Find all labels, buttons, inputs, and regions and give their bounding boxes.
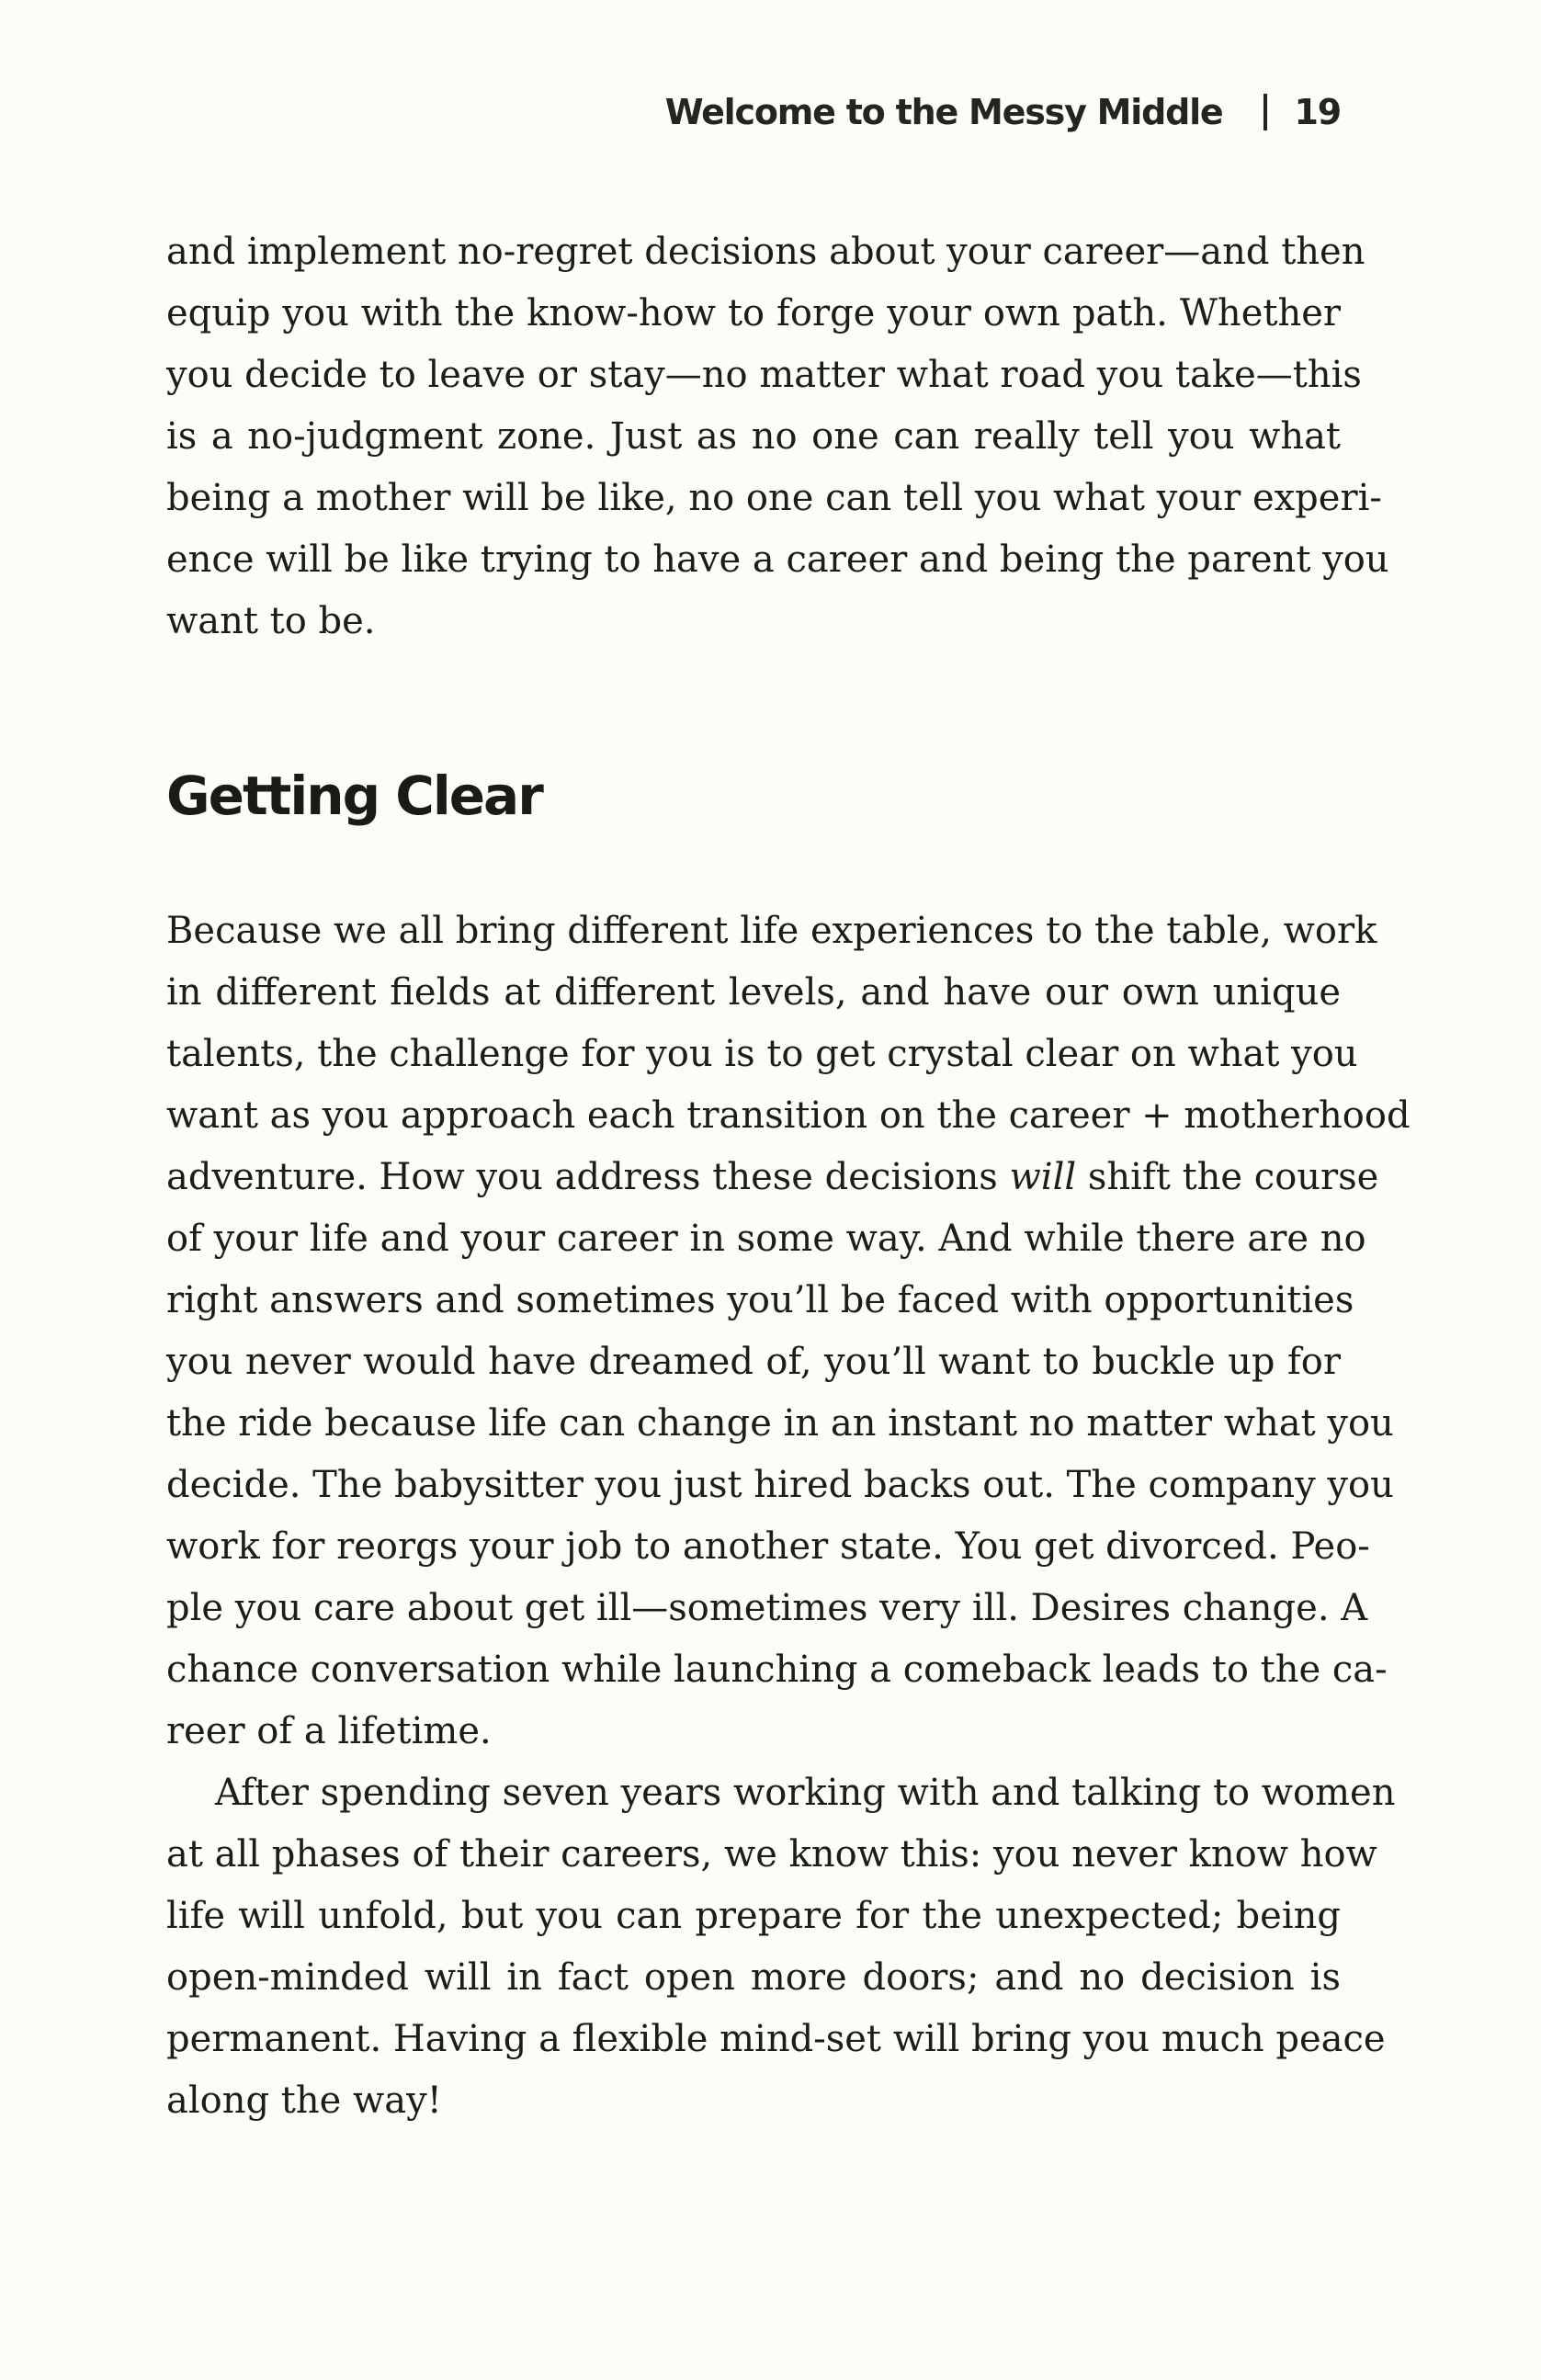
running-head-title: Welcome to the Messy Middle: [664, 92, 1223, 132]
text-line: of your life and your career in some way. And while there are no: [166, 1218, 1366, 1260]
text-line: in different fields at different levels, and have our own unique: [166, 971, 1341, 1014]
text-line: is a no-judgment zone. Just as no one can really tell you what: [166, 415, 1341, 458]
text-line: you decide to leave or stay—no matter what road you take—this: [166, 354, 1362, 396]
text-line: you never would have dreamed of, you’ll want to buckle up for: [166, 1341, 1341, 1383]
page-number: 19: [1294, 92, 1341, 132]
text-line: life will unfold, but you can prepare for the unexpected; being: [166, 1895, 1341, 1937]
text-line: talents, the challenge for you is to get crystal clear on what you: [166, 1033, 1358, 1075]
text-line: open-minded will in fact open more doors; and no decision is: [166, 1956, 1341, 1999]
text-segment: adventure. How you address these decisions: [166, 1156, 1010, 1198]
body-paragraph-1: [166, 901, 1411, 1762]
section-heading: Getting Clear: [166, 765, 542, 827]
text-line: After spending seven years working with and talking to women: [215, 1772, 1396, 1814]
intro-paragraph: [166, 221, 1389, 652]
text-line: along the way!: [166, 2080, 442, 2122]
text-line: reer of a lifetime.: [166, 1710, 492, 1752]
running-head: [665, 92, 1341, 132]
text-line: Because we all bring different life experiences to the table, work: [166, 910, 1377, 952]
text-segment: shift the course: [1076, 1156, 1379, 1198]
text-line: right answers and sometimes you’ll be faced with opportunities: [166, 1279, 1354, 1321]
text-line: ple you care about get ill—sometimes very ill. Desires change. A: [166, 1587, 1368, 1629]
body-paragraph-2: [166, 1762, 1396, 2132]
text-line: want as you approach each transition on the career + motherhood: [166, 1094, 1411, 1137]
text-line: [166, 1147, 1379, 1208]
text-line: ence will be like trying to have a career and being the parent you: [166, 538, 1389, 581]
emphasis-text: will: [1009, 1156, 1077, 1198]
text-line: and implement no-regret decisions about your career—and then: [166, 231, 1365, 273]
text-line: equip you with the know-how to forge your own path. Whether: [166, 292, 1341, 334]
text-line: decide. The babysitter you just hired backs out. The company you: [166, 1464, 1394, 1506]
text-line: want to be.: [166, 600, 376, 642]
text-line: chance conversation while launching a comeback leads to the ca-: [166, 1649, 1388, 1691]
text-line: at all phases of their careers, we know this: you never know how: [166, 1833, 1377, 1876]
text-line: permanent. Having a flexible mind-set will bring you much peace: [166, 2018, 1386, 2060]
text-line: work for reorgs your job to another state. You get divorced. Peo-: [166, 1525, 1370, 1568]
text-line: the ride because life can change in an instant no matter what you: [166, 1402, 1394, 1445]
running-head-divider: [1263, 94, 1267, 130]
text-line: being a mother will be like, no one can tell you what your experi-: [166, 477, 1382, 519]
